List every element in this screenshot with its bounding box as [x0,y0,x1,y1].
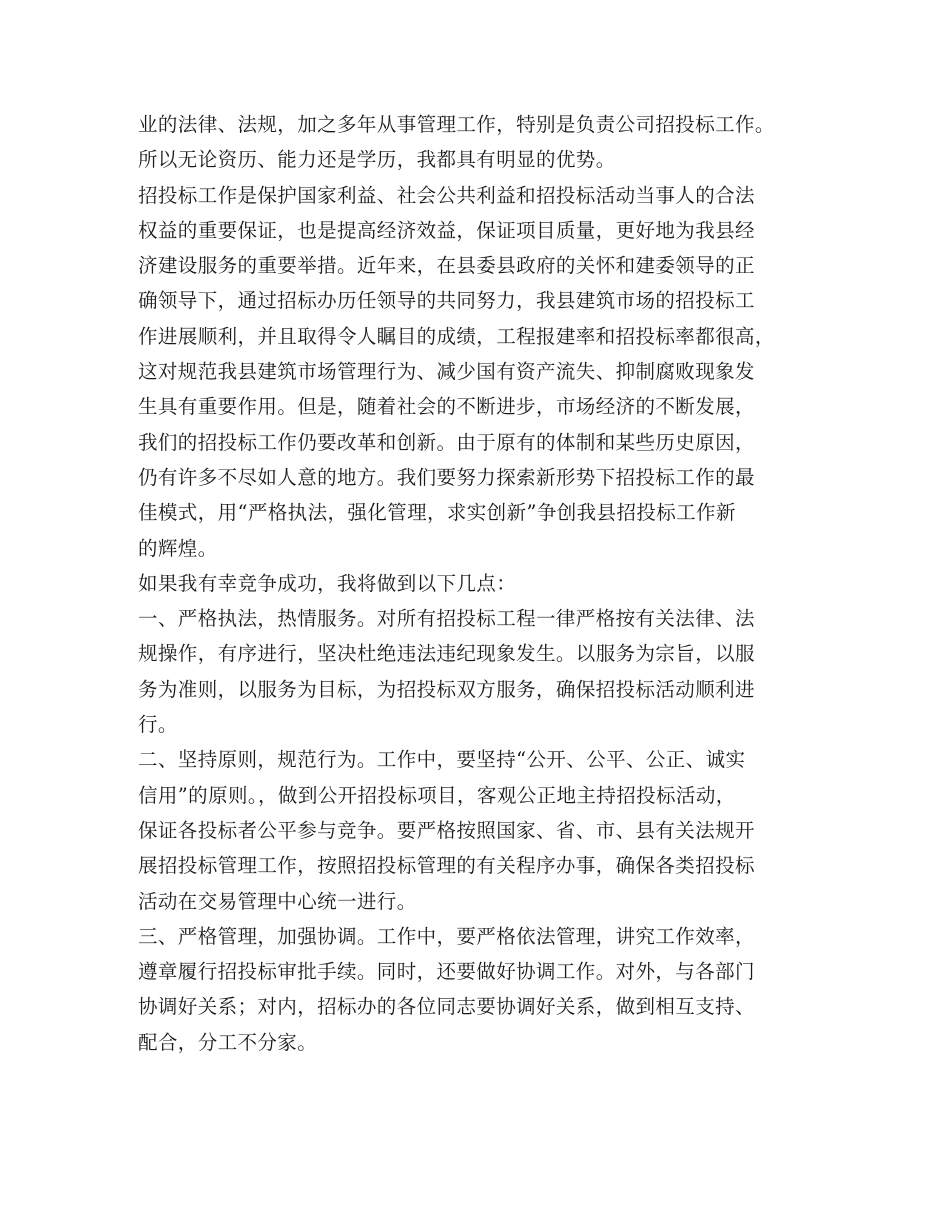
text-line: 三、严格管理，加强协调。工作中，要严格依法管理，讲究工作效率， [138,924,755,948]
text-line: 我们的招投标工作仍要改革和创新。由于原有的体制和某些历史原因， [138,430,755,454]
text-line: 生具有重要作用。但是，随着社会的不断进步，市场经济的不断发展， [138,395,755,419]
text-line: 这对规范我县建筑市场管理行为、减少国有资产流失、抑制腐败现象发 [138,360,755,384]
text-line: 信用”的原则。，做到公开招投标项目，客观公正地主持招投标活动， [138,783,736,807]
text-line: 权益的重要保证，也是提高经济效益，保证项目质量，更好地为我县经 [138,218,755,242]
text-line: 活动在交易管理中心统一进行。 [138,889,417,913]
text-line: 的辉煌。 [138,536,218,560]
text-line: 业的法律、法规，加之多年从事管理工作，特别是负责公司招投标工作。 [138,113,775,136]
text-line: 所以无论资历、能力还是学历，我都具有明显的优势。 [138,148,616,172]
text-line: 协调好关系；对内，招标办的各位同志要协调好关系，做到相互支持、 [138,995,755,1019]
text-line: 仍有许多不尽如人意的地方。我们要努力探索新形势下招投标工作的最 [138,465,755,489]
text-line: 招投标工作是保护国家利益、社会公共利益和招投标活动当事人的合法 [138,183,755,207]
text-line: 作进展顺利，并且取得令人瞩目的成绩，工程报建率和招投标率都很高， [138,324,775,348]
text-line: 务为准则，以服务为目标，为招投标双方服务，确保招投标活动顺利进 [138,677,755,701]
document-body [138,107,818,1060]
text-line: 配合，分工不分家。 [138,1030,318,1054]
text-line: 遵章履行招投标审批手续。同时，还要做好协调工作。对外，与各部门 [138,960,755,984]
text-line: 展招投标管理工作，按照招投标管理的有关程序办事，确保各类招投标 [138,854,755,878]
text-line: 一、严格执法，热情服务。对所有招投标工程一律严格按有关法律、法 [138,607,755,631]
text-line: 保证各投标者公平参与竞争。要严格按照国家、省、市、县有关法规开 [138,818,755,842]
text-line: 确领导下，通过招标办历任领导的共同努力，我县建筑市场的招投标工 [138,289,755,313]
text-line: 行。 [138,713,178,737]
text-line: 二、坚持原则，规范行为。工作中，要坚持“公开、公平、公正、诚实 [138,748,746,772]
text-line: 规操作，有序进行，坚决杜绝违法违纪现象发生。以服务为宗旨，以服 [138,642,755,666]
text-line: 佳模式，用“严格执法，强化管理，求实创新”争创我县招投标工作新 [138,501,736,525]
text-line: 如果我有幸竞争成功，我将做到以下几点： [138,571,517,595]
text-line: 济建设服务的重要举措。近年来，在县委县政府的关怀和建委领导的正 [138,254,755,278]
